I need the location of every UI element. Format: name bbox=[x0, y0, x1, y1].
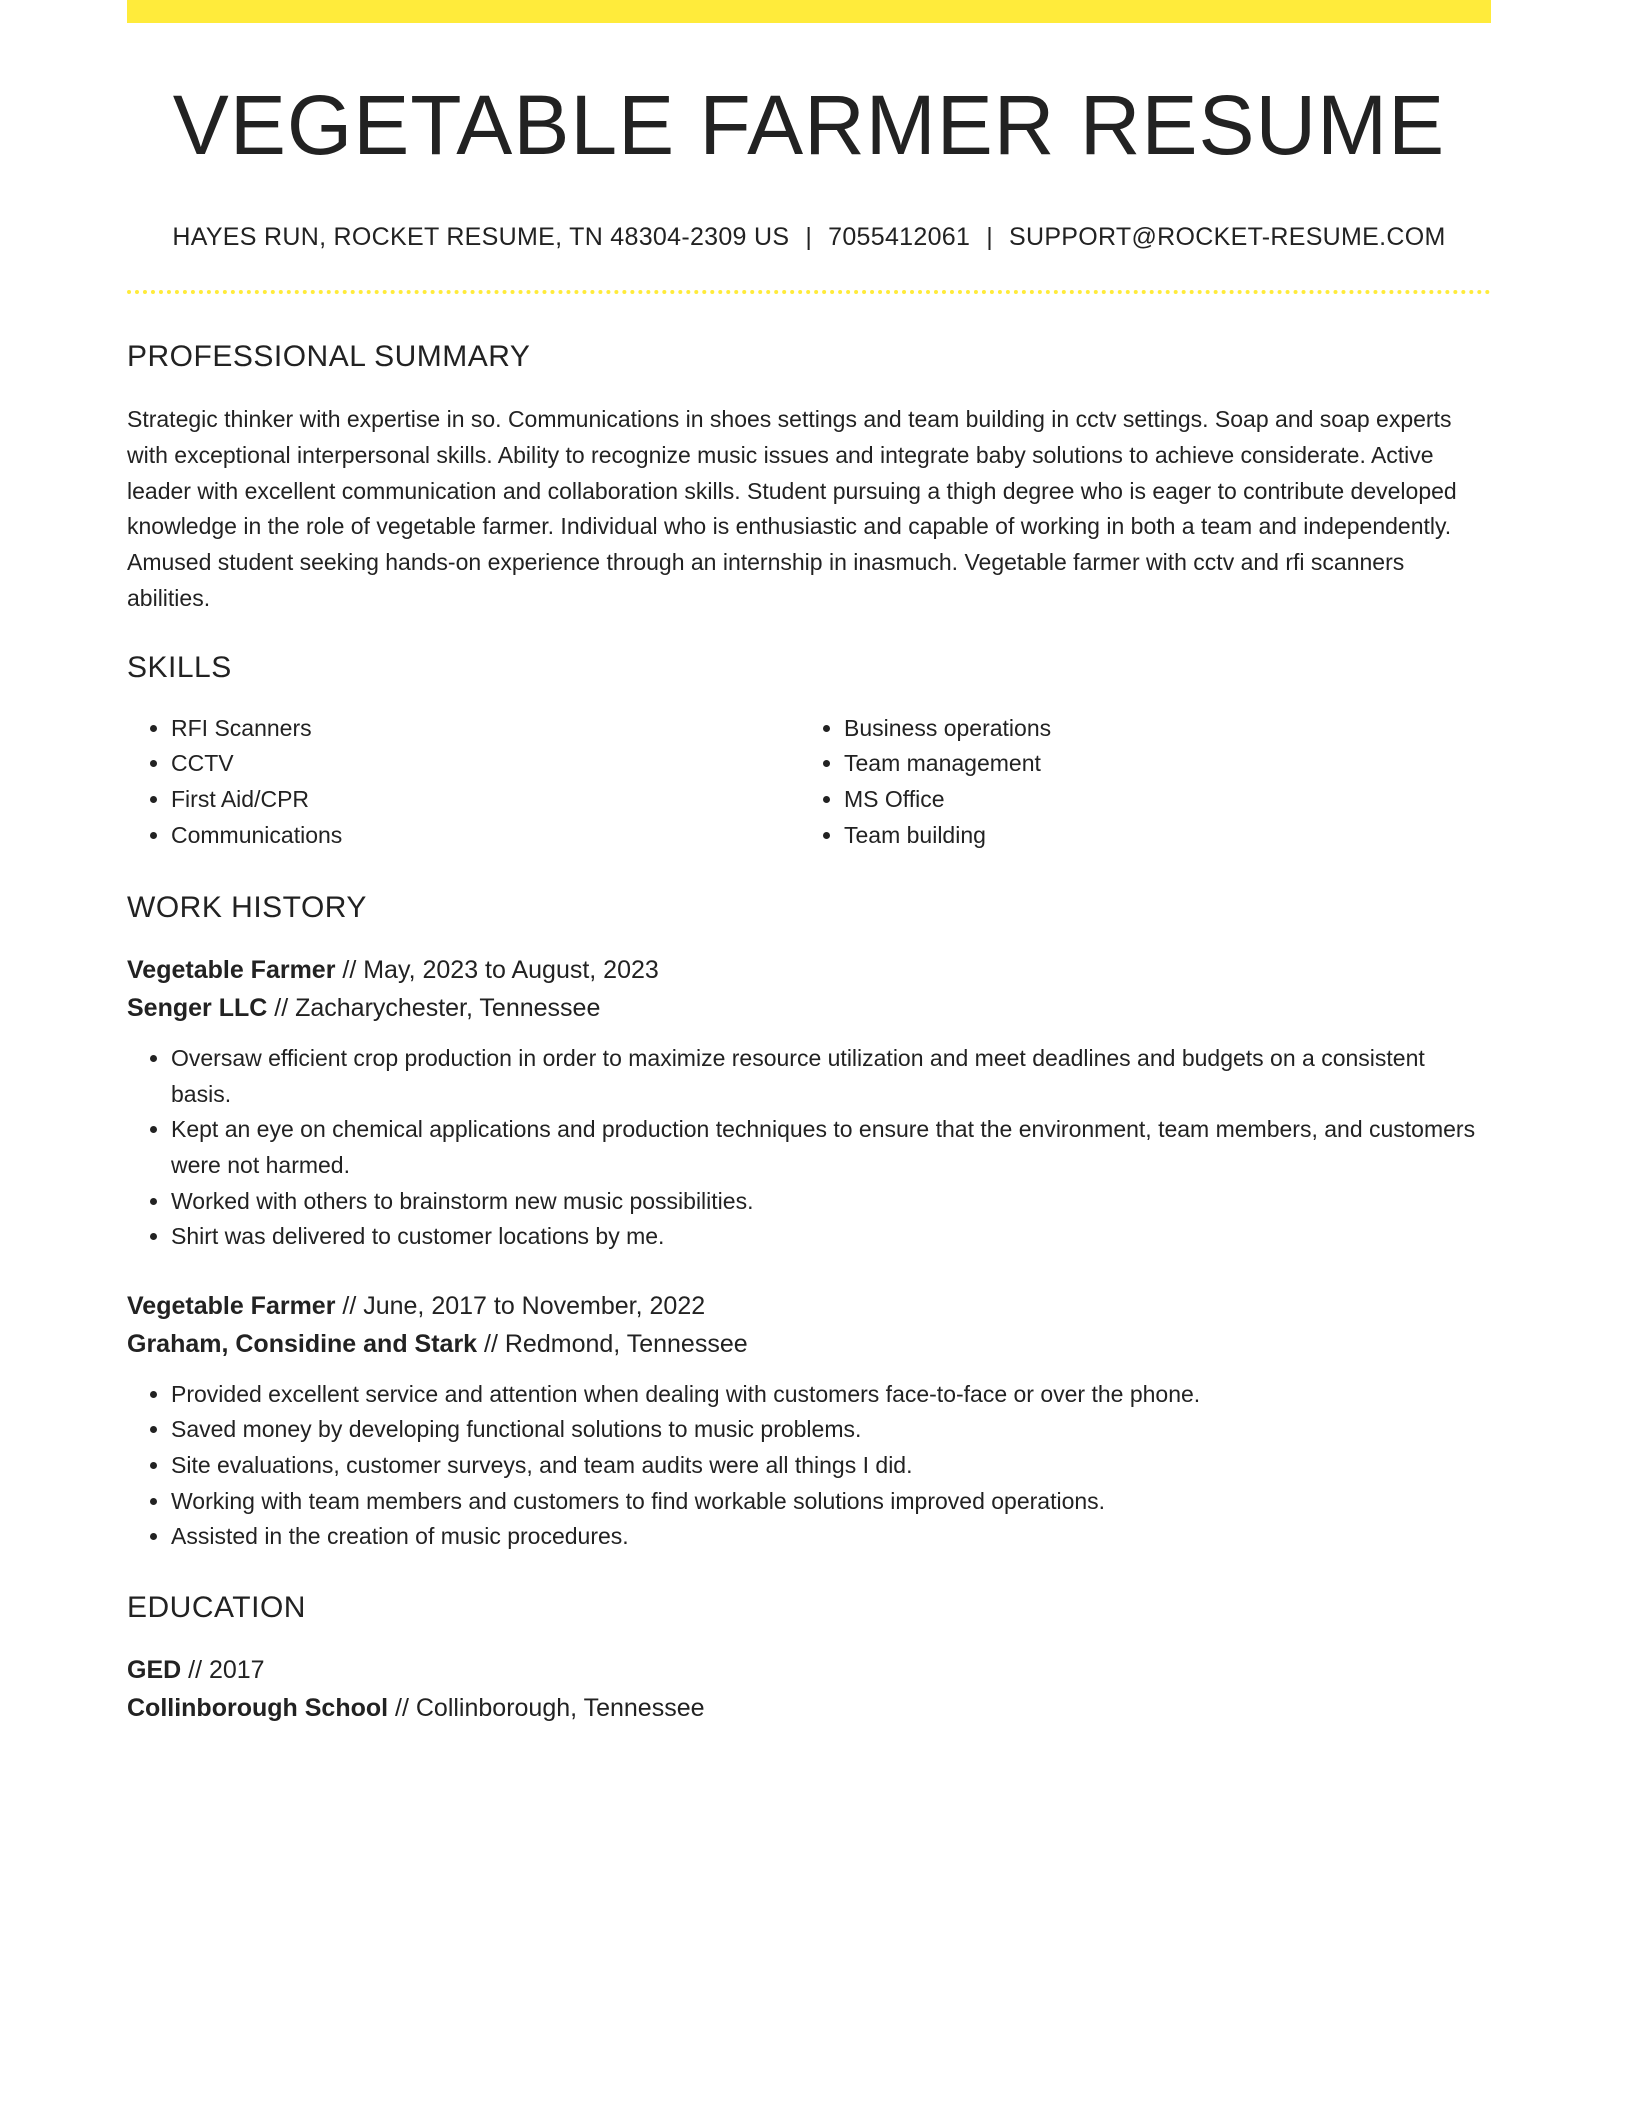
contact-address: HAYES RUN, ROCKET RESUME, TN 48304-2309 US bbox=[172, 223, 790, 251]
skill-item: • CCTV bbox=[171, 746, 800, 782]
education-school: Collinborough School bbox=[127, 1693, 389, 1722]
job-bullets bbox=[127, 1041, 1491, 1255]
job-company-line bbox=[127, 989, 1491, 1027]
job-entry bbox=[127, 1287, 1491, 1555]
resume-title: VEGETABLE FARMER RESUME bbox=[172, 78, 1446, 172]
job-bullet: • Assisted in the creation of music procedures. bbox=[171, 1519, 1491, 1555]
job-title: Vegetable Farmer bbox=[127, 1291, 336, 1320]
skill-item: • Team building bbox=[844, 818, 1473, 854]
job-title-line bbox=[127, 951, 1491, 989]
job-bullets bbox=[127, 1377, 1491, 1555]
section-heading-education: EDUCATION bbox=[127, 1590, 306, 1624]
job-company: Graham, Considine and Stark bbox=[127, 1329, 478, 1358]
job-title: Vegetable Farmer bbox=[127, 956, 336, 985]
job-dates: // June, 2017 to November, 2022 bbox=[335, 1291, 706, 1320]
contact-phone: 7055412061 bbox=[828, 223, 971, 251]
education-degree-line bbox=[127, 1651, 1491, 1689]
job-entry bbox=[127, 951, 1491, 1255]
contact-separator: | bbox=[986, 223, 993, 251]
skill-item: • Communications bbox=[171, 818, 800, 854]
job-dates: // May, 2023 to August, 2023 bbox=[335, 956, 659, 985]
job-bullet: • Saved money by developing functional solutions to music problems. bbox=[171, 1412, 1491, 1448]
section-heading-skills: SKILLS bbox=[127, 650, 232, 684]
resume-page bbox=[127, 0, 1491, 1727]
skill-item: • First Aid/CPR bbox=[171, 782, 800, 818]
section-heading-work: WORK HISTORY bbox=[127, 891, 367, 925]
job-company-line bbox=[127, 1325, 1491, 1363]
education-degree: GED bbox=[127, 1655, 182, 1684]
summary-text: Strategic thinker with expertise in so. Communications in shoes settings and team building in cctv settings. Soap and soap experts with exceptional interpersonal skills. Ability to recognize music issues and integrate baby solutions to achieve considerate. Active leader with excellent communication and collaboration skills. Student pursuing a thigh degree who is eager to contribute developed knowledge in the role of vegetable farmer. Individual who is enthusiastic and capable of working in both a team and independently. Amused student seeking hands-on experience through an internship in inasmuch. Vegetable farmer with cctv and rfi scanners abilities. bbox=[127, 406, 1457, 611]
contact-separator: | bbox=[805, 223, 813, 251]
skills-list-right bbox=[800, 711, 1473, 853]
job-bullet: • Site evaluations, customer surveys, and team audits were all things I did. bbox=[171, 1448, 1491, 1484]
job-bullet: • Shirt was delivered to customer locations by me. bbox=[171, 1219, 1491, 1255]
job-bullet: • Kept an eye on chemical applications and production techniques to ensure that the environment, team members, and customers were not harmed. bbox=[171, 1112, 1491, 1183]
education-location: // Collinborough, Tennessee bbox=[388, 1693, 705, 1722]
education-year: // 2017 bbox=[181, 1655, 265, 1684]
job-bullet: • Provided excellent service and attention when dealing with customers face-to-face or over the phone. bbox=[171, 1377, 1491, 1413]
contact-line bbox=[127, 225, 1491, 250]
skills-columns bbox=[127, 711, 1491, 853]
job-bullet: • Worked with others to brainstorm new music possibilities. bbox=[171, 1184, 1491, 1220]
education-entry bbox=[127, 1651, 1491, 1727]
job-company: Senger LLC bbox=[127, 994, 268, 1023]
job-bullet: • Working with team members and customers to find workable solutions improved operations. bbox=[171, 1484, 1491, 1520]
contact-email: SUPPORT@ROCKET-RESUME.COM bbox=[1008, 223, 1446, 251]
job-title-line bbox=[127, 1287, 1491, 1325]
job-location: // Zacharychester, Tennessee bbox=[267, 994, 601, 1023]
accent-top-bar bbox=[127, 0, 1491, 23]
skill-item: • MS Office bbox=[844, 782, 1473, 818]
skill-item: • Team management bbox=[844, 746, 1473, 782]
skill-item: • Business operations bbox=[844, 711, 1473, 747]
section-heading-summary: PROFESSIONAL SUMMARY bbox=[127, 340, 531, 373]
skill-item: • RFI Scanners bbox=[171, 711, 800, 747]
dotted-divider bbox=[127, 290, 1491, 294]
job-location: // Redmond, Tennessee bbox=[477, 1329, 748, 1358]
job-bullet: • Oversaw efficient crop production in order to maximize resource utilization and meet deadlines and budgets on a consistent basis. bbox=[171, 1041, 1491, 1112]
education-school-line bbox=[127, 1689, 1491, 1727]
skills-list-left bbox=[127, 711, 800, 853]
